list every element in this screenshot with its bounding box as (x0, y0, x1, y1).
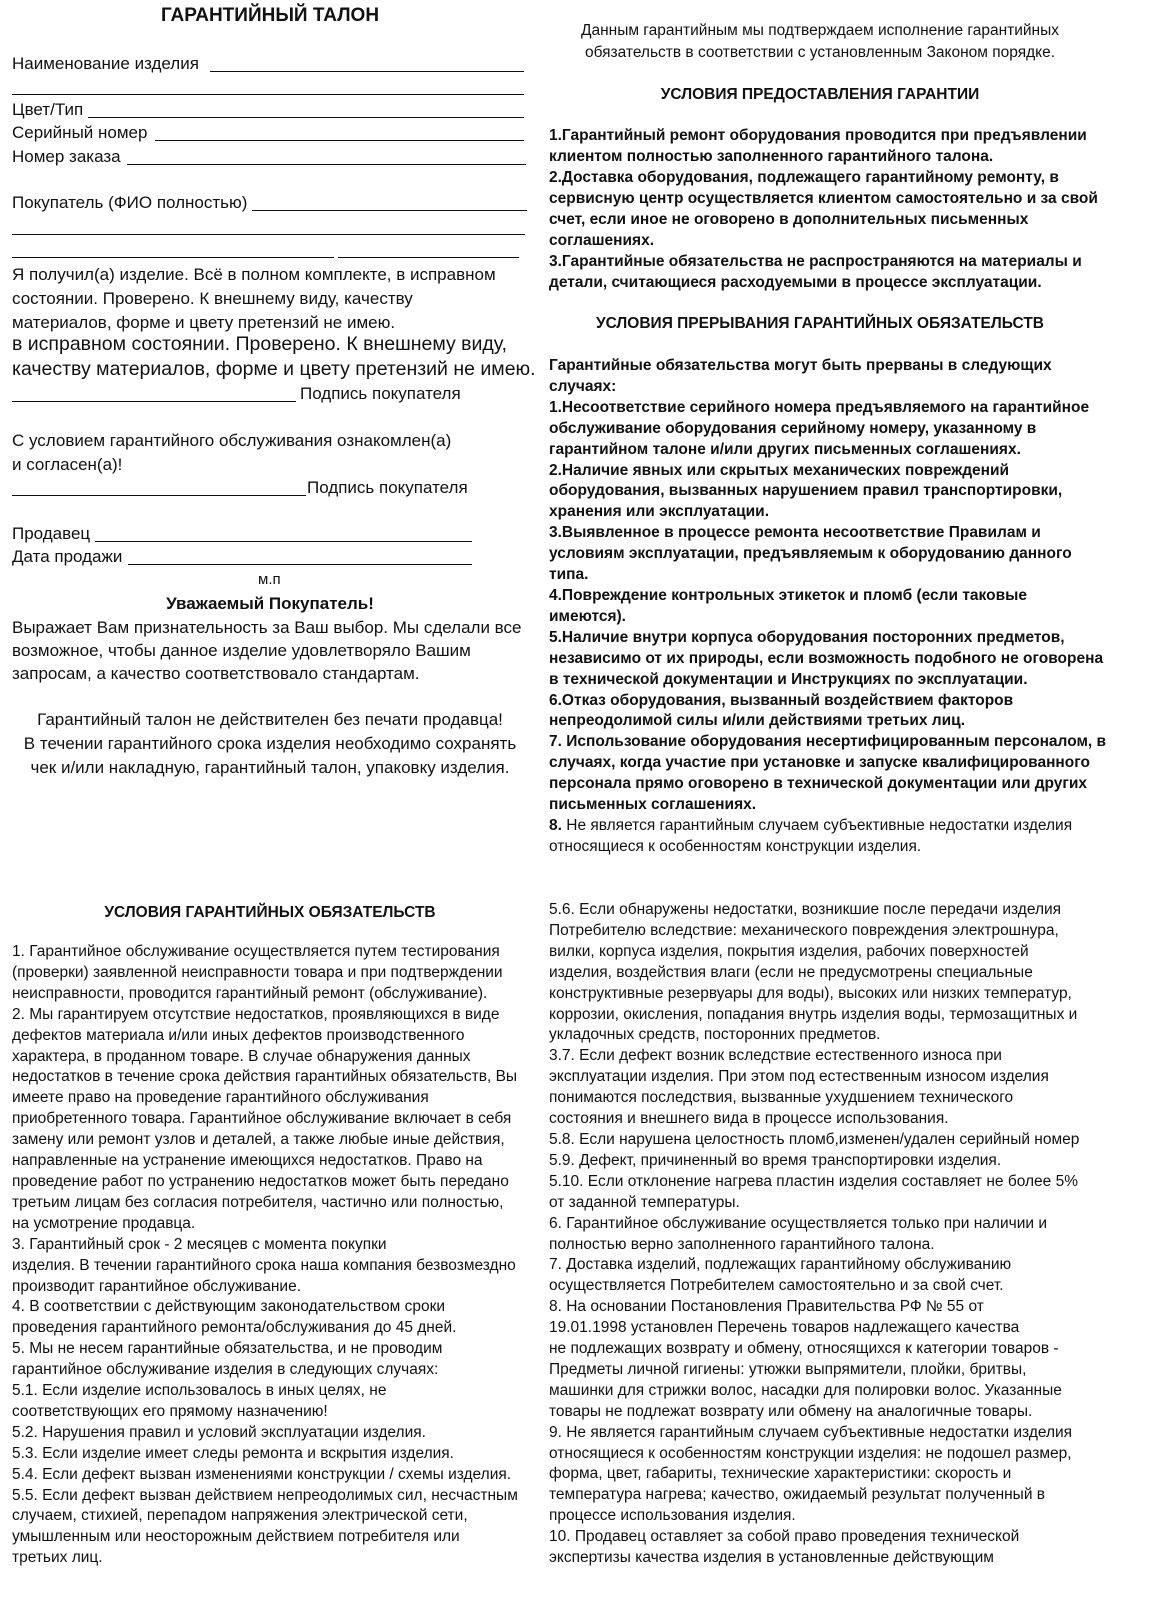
text-line: Данным гарантийным мы подтверждаем исполнение гарантийных (580, 22, 1060, 39)
list-item: оборудования, вызванных нарушением правил транспортировки, (549, 482, 1063, 500)
list-item: 9. Не является гарантийным случаем субъективные недостатки изделия (549, 1423, 1073, 1441)
list-item: процессе использования изделия. (549, 1507, 796, 1525)
list-item: 6. Гарантийное обслуживание осуществляется только при наличии и (549, 1214, 1047, 1232)
conditions-title: УСЛОВИЯ ПРЕДОСТАВЛЕНИЯ ГАРАНТИИ (660, 86, 980, 103)
color-type-field[interactable] (88, 117, 524, 118)
list-item: 5.4. Если дефект вызван изменениями конструкции / схемы изделия. (12, 1465, 512, 1483)
list-item: форма, цвет, габариты, технические характеристики: скорость и (549, 1465, 1012, 1483)
list-item: 5.Наличие внутри корпуса оборудования посторонних предметов, (549, 628, 1065, 646)
list-item: 1.Несоответствие серийного номера предъявляемого на гарантийное (549, 398, 1090, 416)
text-line: состоянии. Проверено. К внешнему виду, качеству (12, 289, 413, 308)
list-item: от заданной температуры. (549, 1193, 740, 1211)
list-item: 3.7. Если дефект возник вследствие естественного износа при (549, 1047, 1002, 1065)
text-line: в исправном состоянии. Проверено. К внешнему виду, (12, 333, 508, 355)
buyer-signature-field-2[interactable] (12, 495, 306, 496)
list-item: гарантийное обслуживание изделия в следующих случаях: (12, 1361, 439, 1379)
product-name-label: Наименование изделия (12, 54, 199, 73)
list-item: детали, считающиеся расходуемыми в процессе эксплуатации. (549, 274, 1042, 291)
list-item: 1.Гарантийный ремонт оборудования проводится при предъявлении (549, 127, 1087, 144)
buyer-signature-label: Подпись покупателя (300, 384, 461, 403)
list-item: Гарантийные обязательства могут быть прерваны в следующих (549, 357, 1052, 374)
text-line: Гарантийный талон не действителен без печати продавца! (37, 710, 503, 729)
greeting-title: Уважаемый Покупатель! (166, 594, 374, 613)
text-line: Я получил(а) изделие. Всё в полном комплекте, в исправном (12, 265, 496, 284)
list-item: соответствующих его прямому назначению! (12, 1402, 328, 1420)
receipt-statement-small (12, 263, 496, 335)
order-number-label: Номер заказа (12, 147, 121, 166)
buyer-name-field-line3b[interactable] (338, 257, 519, 258)
list-item: случаях, когда участие при установке и запуске квалифицированного (549, 754, 1090, 772)
conditions-list (549, 125, 1098, 293)
confirmation-text (548, 20, 1092, 63)
text-line: В течении гарантийного срока изделия необходимо сохранять (23, 734, 517, 753)
list-item: понимаются последствия, вызванные ухудшением технического (549, 1089, 1014, 1107)
list-item: случаем, стихией, перепадом напряжения электрической сети, (12, 1507, 468, 1525)
termination-list (549, 356, 1106, 858)
item-number: 8. (549, 816, 562, 834)
list-item: конструктивные резервуары для воды), высоких или низких температур, (549, 984, 1072, 1002)
list-item: полностью верно заполненного гарантийного талона. (549, 1235, 935, 1253)
list-item: хранения или эксплуатации. (549, 503, 770, 521)
list-item: 1. Гарантийное обслуживание осуществляется путем тестирования (12, 943, 500, 960)
list-item: независимо от их природы, если возможность подобного не оговорена (549, 649, 1104, 667)
list-item: экспертизы качества изделия в установленные действующим (549, 1549, 994, 1567)
list-item: 10. Продавец оставляет за собой право проведения технической (549, 1528, 1020, 1546)
list-item: товары не подлежат возврату или обмену на аналогичные товары. (549, 1402, 1033, 1420)
list-item: 3.Гарантийные обязательства не распространяются на материалы и (549, 253, 1082, 270)
text-line: качеству материалов, форме и цвету претензий не имею. (12, 358, 536, 380)
list-item: производит гарантийное обслуживание. (12, 1277, 301, 1295)
list-item: гарантийном талоне и/или других письменных соглашениях. (549, 440, 1021, 458)
list-item: 5.9. Дефект, причиненный во время транспортировки изделия. (549, 1151, 1002, 1169)
list-item: 5. Мы не несем гарантийные обязательства, и не проводим (12, 1340, 443, 1358)
list-item: 5.5. Если дефект вызван действием непреодолимых сил, несчастным (12, 1486, 518, 1504)
list-item: дефектов материала и/или иных дефектов производственного (12, 1026, 465, 1044)
text-line: чек и/или накладную, гарантийный талон, упаковку изделия. (30, 758, 510, 777)
text-line: и согласен(а)! (12, 455, 123, 474)
list-item: обслуживание оборудования серийному номеру, указанному в (549, 419, 1037, 437)
document-title: ГАРАНТИЙНЫЙ ТАЛОН (160, 5, 380, 26)
list-item: имеете право на проведение гарантийного обслуживания (12, 1089, 429, 1107)
list-item: 3. Гарантийный срок - 2 месяцев с момента покупки (12, 1235, 387, 1253)
obligations-title: УСЛОВИЯ ГАРАНТИЙНЫХ ОБЯЗАТЕЛЬСТВ (104, 904, 436, 921)
buyer-name-field[interactable] (252, 210, 527, 211)
text-line: запросам, а качество соответствовало стандартам. (12, 664, 420, 683)
list-item: 2. Мы гарантируем отсутствие недостатков, проявляющихся в виде (12, 1005, 500, 1023)
list-item: изделия, воздействия влаги (если не предусмотрены специальные (549, 963, 1033, 981)
buyer-name-field-line2[interactable] (12, 234, 525, 235)
list-item: на усмотрение продавца. (12, 1214, 196, 1232)
list-item: не подлежащих возврату и обмену, относящихся к категории товаров - (549, 1340, 1059, 1358)
buyer-signature-label-2: Подпись покупателя (307, 478, 468, 497)
greeting-text (12, 616, 521, 685)
list-item: счет, если иное не оговорено в дополнительных письменных (549, 211, 1029, 228)
sale-date-label: Дата продажи (12, 547, 123, 566)
list-item: характера, в проданном товаре. В случае обнаружения данных (12, 1047, 471, 1065)
list-item: 6.Отказ оборудования, вызванный воздействием факторов (549, 691, 1014, 709)
list-item: клиентом полностью заполненного гарантийного талона. (549, 148, 994, 165)
obligations-list-left (12, 942, 518, 1569)
list-item: 2.Наличие явных или скрытых механических повреждений (549, 461, 1010, 479)
text-line: С условием гарантийного обслуживания ознакомлен(а) (12, 431, 452, 450)
list-item: 2.Доставка оборудования, подлежащего гарантийному ремонту, в (549, 169, 1059, 186)
buyer-name-label: Покупатель (ФИО полностью) (12, 193, 248, 212)
list-item: письменных соглашениях. (549, 796, 757, 814)
list-item: 3.Выявленное в процессе ремонта несоответствие Правилам и (549, 524, 1041, 542)
list-item: непреодолимой силы и/или действиями третьих лиц. (549, 712, 966, 730)
list-item: изделия. В течении гарантийного срока наша компания безвозмездно (12, 1256, 516, 1274)
list-item: относящиеся к особенностям конструкции изделия: не подошел размер, (549, 1444, 1072, 1462)
list-item: типа. (549, 566, 589, 584)
list-item: 19.01.1998 установлен Перечень товаров надлежащего качества (549, 1319, 1020, 1337)
list-item: эксплуатации изделия. При этом под естественным износом изделия (549, 1068, 1049, 1086)
list-item: соглашениях. (549, 232, 655, 249)
list-item: приобретенного товара. Гарантийное обслуживание включает в себя (12, 1110, 512, 1128)
list-item: в технической документации и Инструкциях по эксплуатации. (549, 670, 1028, 688)
validity-notice (0, 708, 540, 780)
list-item: направленные на устранение имеющихся недостатков. Право на (12, 1152, 483, 1170)
product-name-field[interactable] (210, 71, 524, 72)
item-text: Не является гарантийным случаем субъективные недостатки изделия (561, 816, 1073, 834)
list-item: проведения гарантийного ремонта/обслуживания до 45 дней. (12, 1319, 457, 1337)
text-line: материалов, форме и цвету претензий не имею. (12, 313, 396, 332)
list-item: 5.6. Если обнаружены недостатки, возникшие после передачи изделия (549, 901, 1062, 918)
list-item: температура нагрева; качество, ожидаемый результат полученный в (549, 1486, 1046, 1504)
list-item: недостатков в течение срока действия гарантийных обязательств, Вы (12, 1068, 518, 1086)
text-line: возможное, чтобы данное изделие удовлетворяло Вашим (12, 641, 471, 660)
list-item: 5.3. Если изделие имеет следы ремонта и вскрытия изделия. (12, 1444, 454, 1462)
list-item: 7. Доставка изделий, подлежащих гарантийному обслуживанию (549, 1256, 1012, 1274)
receipt-statement-large (12, 332, 536, 382)
list-item: 5.1. Если изделие использовалось в иных целях, не (12, 1382, 387, 1400)
list-item: вилки, корпуса изделия, покрытия изделия, рабочих поверхностей (549, 942, 1029, 960)
sale-date-field[interactable] (128, 564, 472, 565)
list-item: 5.10. Если отклонение нагрева пластин изделия составляет не более 5% (549, 1172, 1078, 1190)
text-line: Выражает Вам признательность за Ваш выбор. Мы сделали все (12, 618, 522, 637)
list-item: коррозии, окисления, попадания внутрь изделия воды, термозащитных и (549, 1005, 1078, 1023)
list-item: 7. Использование оборудования несертифицированным персоналом, в (549, 733, 1107, 751)
list-item: Предметы личной гигиены: утюжки выпрямители, плойки, бритвы, (549, 1360, 1027, 1378)
list-item: третьим лицам без согласия потребителя, частично или полностью, (12, 1193, 504, 1211)
serial-number-field[interactable] (155, 140, 524, 141)
list-item: Потребителю вследствие: механического повреждения электрошнура, (549, 921, 1059, 939)
list-item: (проверки) заявленной неисправности товара и при подтверждении (12, 963, 503, 981)
color-type-label: Цвет/Тип (12, 100, 84, 119)
list-item: 4.Повреждение контрольных этикеток и пломб (если таковые (549, 586, 1027, 604)
list-item: 8. На основании Постановления Правительства РФ № 55 от (549, 1298, 984, 1316)
serial-number-label: Серийный номер (12, 123, 148, 142)
product-name-field-line2[interactable] (12, 94, 524, 95)
stamp-placeholder-label: м.п (258, 571, 281, 588)
list-item: состояния и внешнего вида в процессе использования. (549, 1110, 949, 1128)
order-number-field[interactable] (127, 164, 526, 165)
list-item: третьих лиц. (12, 1549, 103, 1567)
list-item: сервисную центр осуществляется клиентом самостоятельно и за свой (549, 190, 1098, 207)
list-item: 5.2. Нарушения правил и условий эксплуатации изделия. (12, 1423, 426, 1441)
list-item: умышленным или неосторожным действием потребителя или (12, 1528, 460, 1546)
list-item: имеются). (549, 607, 626, 625)
list-item: машинки для стрижки волос, насадки для полировки волос. Указанные (549, 1381, 1062, 1399)
buyer-signature-field[interactable] (12, 401, 296, 402)
text-line: обязательств в соответствии с установленным Законом порядке. (584, 43, 1056, 61)
seller-label: Продавец (12, 524, 91, 543)
buyer-name-field-line3a[interactable] (12, 257, 334, 258)
list-item (549, 816, 1106, 837)
obligations-list-right (549, 900, 1079, 1569)
list-item: осуществляется Потребителем самостоятельно и за свой счет. (549, 1277, 1004, 1295)
seller-field[interactable] (95, 541, 472, 542)
agreement-statement (12, 429, 451, 477)
list-item: укладочных средств, посторонних предметов. (549, 1026, 881, 1044)
list-item: 4. В соответствии с действующим законодательством сроки (12, 1298, 446, 1316)
list-item: относящиеся к особенностям конструкции изделия. (549, 837, 922, 855)
list-item: неисправности, проводится гарантийный ремонт (обслуживание). (12, 984, 488, 1002)
list-item: замену или ремонт узлов и деталей, а также любые иные действия, (12, 1131, 505, 1149)
list-item: проведение работ по устранению недостатков может быть передано (12, 1172, 509, 1190)
list-item: персонала прямо оговорено в технической документации или других (549, 775, 1088, 793)
termination-title: УСЛОВИЯ ПРЕРЫВАНИЯ ГАРАНТИЙНЫХ ОБЯЗАТЕЛЬСТВ (595, 315, 1044, 332)
list-item: 5.8. Если нарушена целостность пломб,изменен/удален серийный номер (549, 1130, 1080, 1148)
list-item: случаях: (549, 377, 617, 395)
list-item: условиям эксплуатации, предъявляемым к оборудованию данного (549, 545, 1072, 563)
